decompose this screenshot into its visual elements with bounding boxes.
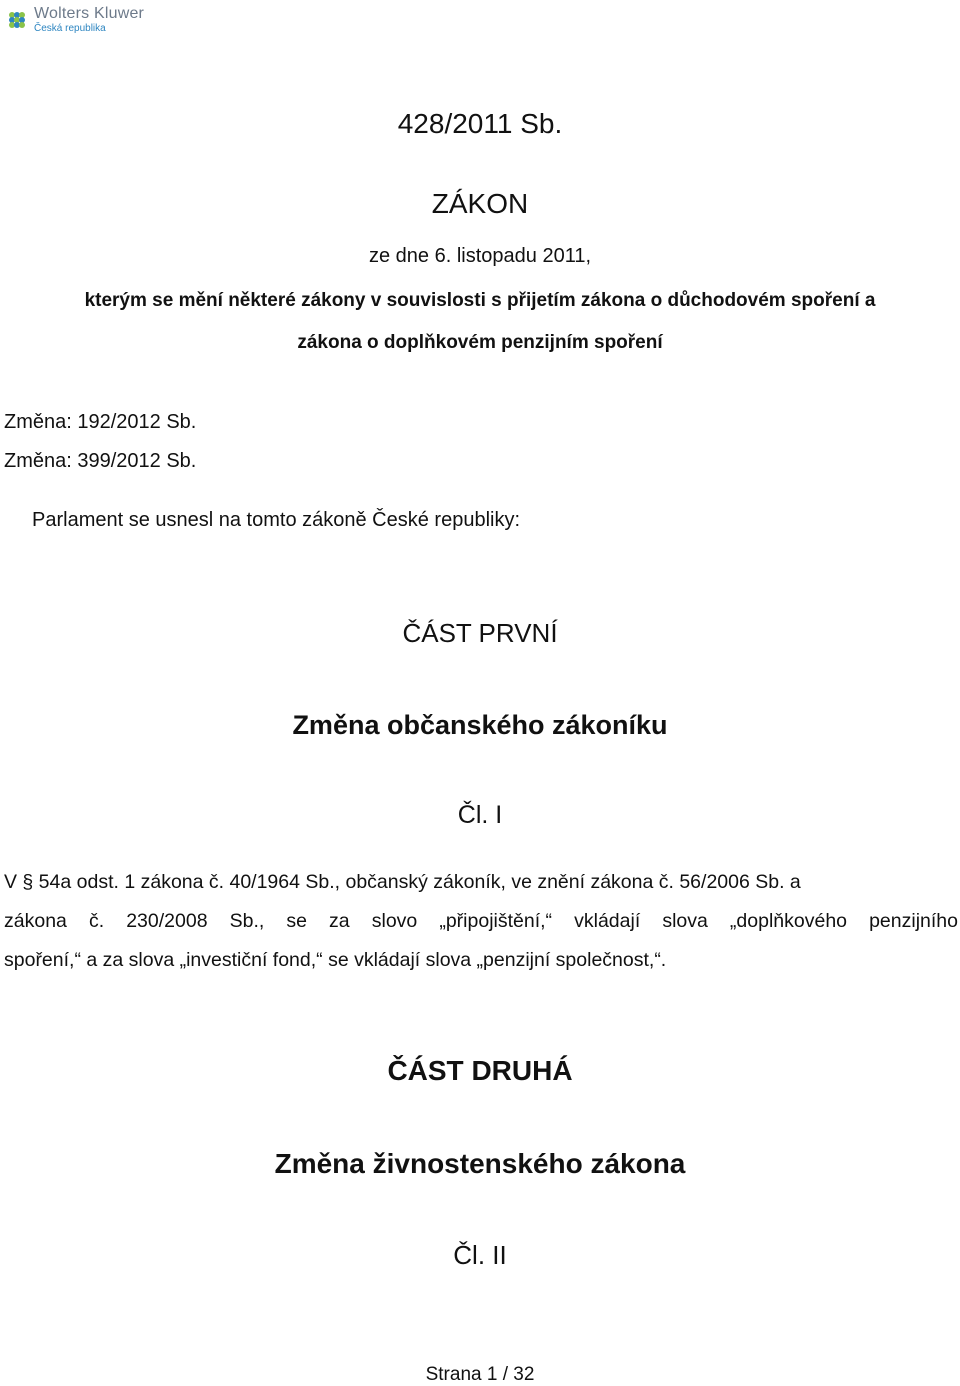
document-number: 428/2011 Sb. (397, 108, 563, 139)
publisher-logo (6, 4, 144, 36)
preamble: Parlament se usnesl na tomto zákoně České republiky: (32, 509, 521, 531)
part-2-heading: ČÁST DRUHÁ (387, 1055, 573, 1086)
article-1-text-line-2: zákona č. 230/2008 Sb., se za slovo „připojištění,“ vkládají slova „doplňkového penzijního (4, 910, 958, 932)
part-2-title: Změna živnostenského zákona (274, 1148, 686, 1179)
law-description-line-1: kterým se mění některé zákony v souvislosti s přijetím zákona o důchodovém spoření a (84, 290, 876, 311)
part-1-heading: ČÁST PRVNÍ (402, 618, 558, 648)
article-2-heading: Čl. II (453, 1240, 507, 1270)
wolters-kluwer-logo-icon (6, 9, 28, 31)
page-number: Strana 1 / 32 (425, 1364, 535, 1385)
part-1-title: Změna občanského zákoníku (292, 710, 668, 740)
amendment-item: Změna: 192/2012 Sb. (4, 411, 197, 433)
article-1-text-line-3: spoření,“ a za slova „investiční fond,“ se vkládají slova „penzijní společnost,“. (4, 949, 667, 971)
law-description-line-2: zákona o doplňkovém penzijním spoření (297, 332, 663, 353)
law-type: ZÁKON (431, 188, 529, 219)
logo-brand-name: Wolters Kluwer (34, 5, 145, 22)
logo-subtitle: Česká republika (34, 23, 106, 34)
amendment-item: Změna: 399/2012 Sb. (4, 450, 197, 472)
article-1-heading: Čl. I (457, 801, 503, 829)
law-date: ze dne 6. listopadu 2011, (368, 245, 592, 267)
article-1-text-line-1: V § 54a odst. 1 zákona č. 40/1964 Sb., občanský zákoník, ve znění zákona č. 56/2006 Sb. a (4, 871, 801, 893)
